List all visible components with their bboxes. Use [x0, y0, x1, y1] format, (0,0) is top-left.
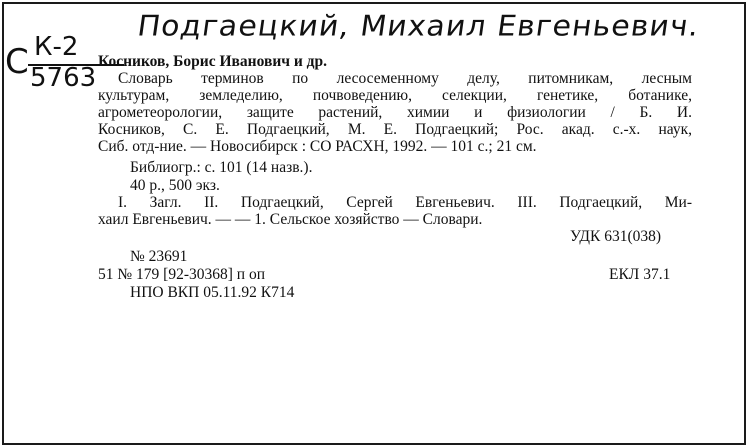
description-line-2: культурам, земледелию, почвоведению, селекции, генетике, ботанике,	[98, 87, 692, 104]
tracings-line-1: I. Загл. II. Подгаецкий, Сергей Евгеньевич. III. Подгаецкий, Ми-	[118, 194, 692, 211]
handwritten-shelf-mark-top: К-2	[34, 32, 79, 62]
author-heading: Косников, Борис Иванович и др.	[98, 53, 328, 70]
price-note: 40 р., 500 экз.	[130, 177, 220, 194]
ekl-code: ЕКЛ 37.1	[609, 266, 671, 283]
tracings-line-2: хаил Евгеньевич. — — 1. Сельское хозяйство — Словари.	[98, 211, 483, 228]
description-line-1: Словарь терминов по лесосеменному делу, питомникам, лесным	[118, 70, 692, 87]
handwritten-shelf-mark-bottom: 5763	[30, 63, 97, 93]
handwritten-shelf-prefix: С	[5, 42, 29, 82]
bibliography-note: Библиогр.: с. 101 (14 назв.).	[130, 159, 313, 176]
record-number: № 23691	[130, 248, 188, 265]
description-line-4: Косников, С. Е. Подгаецкий, М. Е. Подгаецкий; Рос. акад. с.-х. наук,	[98, 121, 692, 138]
udk-code: УДК 631(038)	[570, 228, 662, 245]
description-line-3: агрометеорологии, защите растений, химии и физиологии / Б. И.	[98, 104, 692, 121]
publisher-footer: НПО ВКП 05.11.92 К714	[130, 284, 295, 301]
handwritten-heading: Подгаецкий, Михаил Евгеньевич.	[135, 10, 702, 44]
catalog-line: 51 № 179 [92-30368] п оп	[98, 266, 265, 283]
description-line-5: Сиб. отд-ние. — Новосибирск : СО РАСХН, 1992. — 101 с.; 21 см.	[98, 138, 537, 155]
